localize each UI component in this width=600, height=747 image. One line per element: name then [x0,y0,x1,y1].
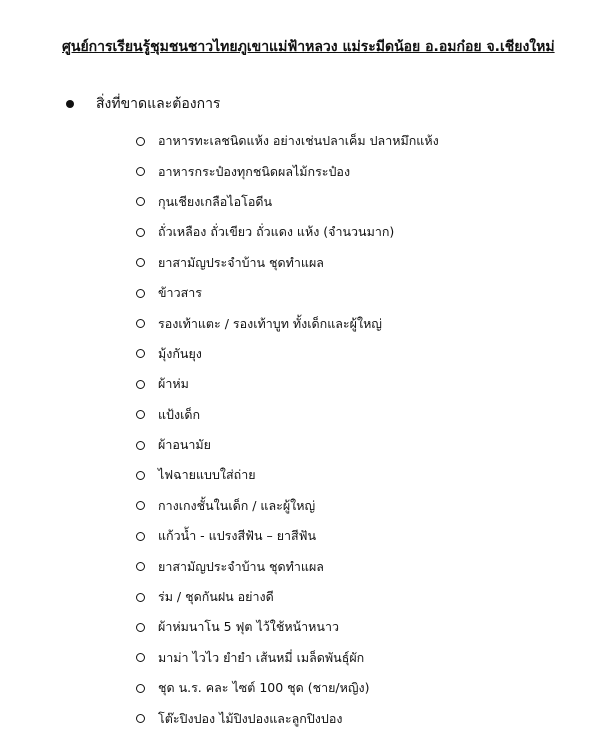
list-item-text: ยาสามัญประจำบ้าน ชุดทำแผล [158,558,324,574]
list-item-text: รองเท้าแตะ / รองเท้าบูท ทั้งเด็กและผู้ใหญ่ [158,315,382,331]
needs-list [136,126,576,734]
section-heading [66,92,566,116]
list-item [136,156,576,186]
list-item [136,430,576,460]
list-item [136,308,576,338]
hollow-bullet-icon [136,684,145,693]
list-item-text: แป้งเด็ก [158,406,201,422]
hollow-bullet-icon [136,137,145,146]
list-item-text: ผ้าห่ม [158,376,189,392]
list-item-text: ข้าวสาร [158,285,202,301]
list-item [136,248,576,278]
hollow-bullet-icon [136,167,145,176]
hollow-bullet-icon [136,410,145,419]
list-item-text: ถั่วเหลือง ถั่วเขียว ถั่วแดง แห้ง (จำนวนมาก) [158,224,395,240]
hollow-bullet-icon [136,562,145,571]
list-item-text: อาหารกระป๋องทุกชนิดผลไม้กระป๋อง [158,163,351,179]
needs-section [66,92,566,116]
list-item-text: ไฟฉายแบบใส่ถ่าย [158,467,256,483]
list-item [136,551,576,581]
hollow-bullet-icon [136,623,145,632]
hollow-bullet-icon [136,471,145,480]
list-item [136,460,576,490]
list-item-text: มาม่า ไวไว ยำยำ เส้นหมี่ เมล็ดพันธุ์ผัก [158,649,365,665]
hollow-bullet-icon [136,319,145,328]
list-item [136,339,576,369]
list-item [136,187,576,217]
list-item [136,400,576,430]
list-item [136,217,576,247]
section-title: สิ่งที่ขาดและต้องการ [96,96,221,112]
list-item [136,643,576,673]
hollow-bullet-icon [136,380,145,389]
hollow-bullet-icon [136,197,145,206]
hollow-bullet-icon [136,258,145,267]
filled-bullet-icon [66,100,74,108]
hollow-bullet-icon [136,441,145,450]
list-item-text: โต๊ะปิงปอง ไม้ปิงปองและลูกปิงปอง [158,710,343,726]
list-item-text: ยาสามัญประจำบ้าน ชุดทำแผล [158,254,324,270]
list-item-text: ผ้าอนามัย [158,437,211,453]
document-title: ศูนย์การเรียนรู้ชุมชนชาวไทยภูเขาแม่ฟ้าหลวง แม่ระมีดน้อย อ.อมก๋อย จ.เชียงใหม่ [62,39,555,55]
hollow-bullet-icon [136,593,145,602]
list-item-text: ผ้าห่มนาโน 5 ฟุต ไว้ใช้หน้าหนาว [158,619,340,635]
list-item [136,612,576,642]
list-item [136,521,576,551]
hollow-bullet-icon [136,714,145,723]
list-item [136,126,576,156]
hollow-bullet-icon [136,501,145,510]
list-item-text: อาหารทะเลชนิดแห้ง อย่างเช่นปลาเค็ม ปลาหมึกแห้ง [158,133,439,149]
list-item [136,278,576,308]
list-item [136,491,576,521]
list-item-text: แก้วน้ำ - แปรงสีฟัน – ยาสีฟัน [158,528,317,544]
list-item [136,703,576,733]
list-item-text: ชุด น.ร. คละ ไซต์ 100 ชุด (ชาย/หญิง) [158,680,370,696]
list-item-text: ร่ม / ชุดกันฝน อย่างดี [158,589,274,605]
list-item [136,673,576,703]
hollow-bullet-icon [136,349,145,358]
hollow-bullet-icon [136,228,145,237]
list-item-text: กางเกงชั้นในเด็ก / และผู้ใหญ่ [158,497,316,513]
list-item [136,582,576,612]
list-item [136,369,576,399]
hollow-bullet-icon [136,532,145,541]
hollow-bullet-icon [136,653,145,662]
list-item-text: กุนเชียงเกลือไอโอดีน [158,193,272,209]
list-item-text: มุ้งกันยุง [158,345,202,361]
hollow-bullet-icon [136,289,145,298]
